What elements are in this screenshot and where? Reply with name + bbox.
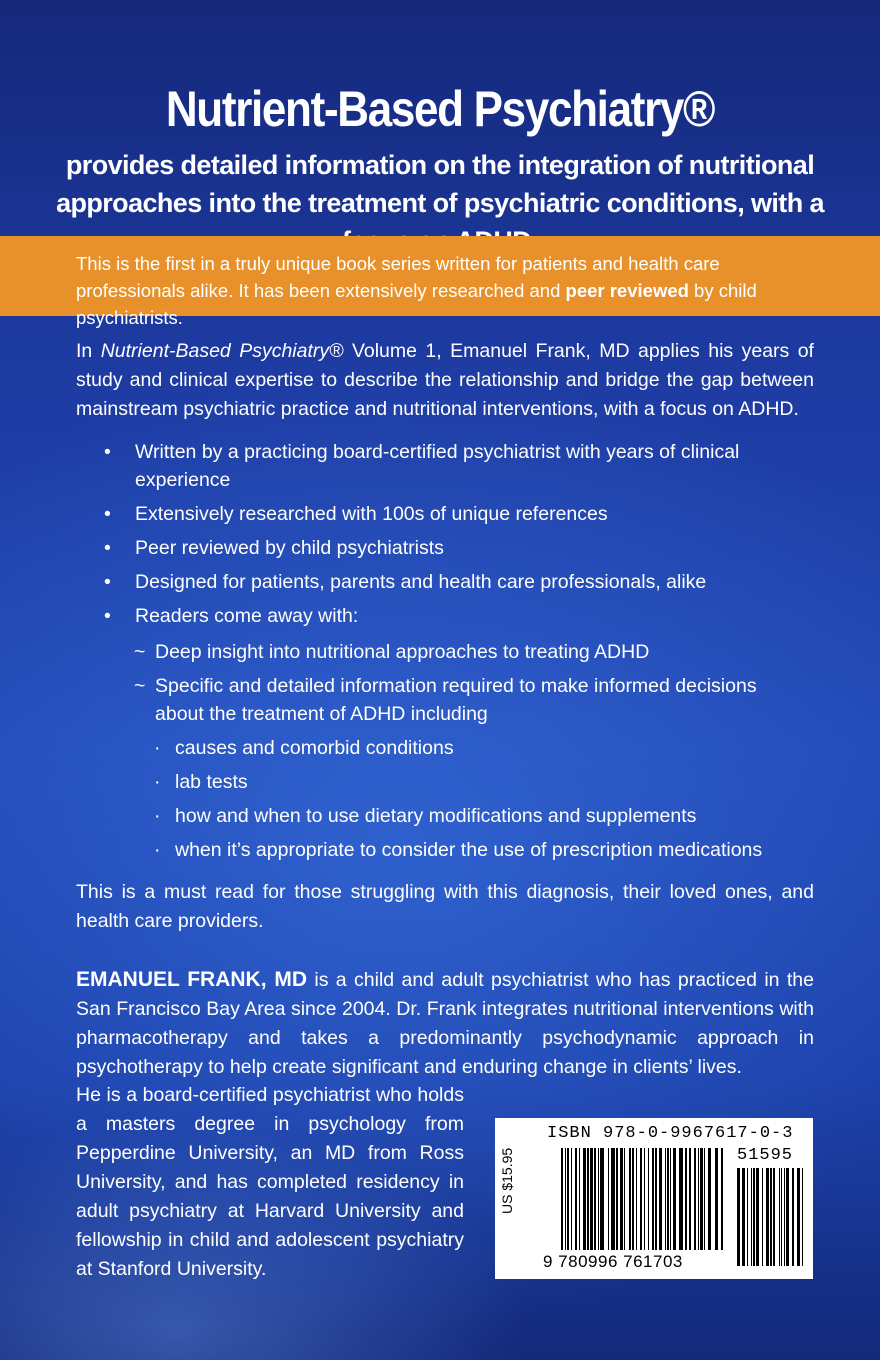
barcode-bar [567, 1148, 569, 1250]
feature-text: Written by a practicing board-certified psychiatrist with years of clinical experience [135, 441, 740, 491]
barcode-bar [600, 1148, 604, 1250]
barcode-bar [708, 1148, 711, 1250]
price-label: US $15.95 [499, 1147, 515, 1214]
detail-item [154, 836, 814, 864]
takeaway-list [134, 638, 794, 734]
barcode-bar [797, 1168, 800, 1266]
intro-prefix: In [76, 340, 101, 362]
bullet-symbol: • [104, 441, 111, 463]
tilde-symbol: ~ [134, 675, 146, 697]
barcode-bar [598, 1148, 599, 1250]
bullet-symbol: • [104, 503, 111, 525]
barcode-bar [747, 1168, 748, 1266]
bullet-symbol: • [104, 605, 111, 627]
barcode-bar [667, 1148, 669, 1250]
barcode-bar [565, 1148, 566, 1250]
feature-text: Designed for patients, parents and health care professionals, alike [135, 571, 707, 593]
feature-item [104, 568, 804, 596]
intro-rest: Volume 1, Emanuel Frank, MD applies his years of study and clinical expertise to describe the relationship and bridge the gap between mainstream psychiatric practice and nutritional interventions, with a focus on ADHD. [76, 340, 814, 420]
middot-symbol: · [154, 839, 161, 861]
middot-symbol: · [154, 737, 161, 759]
detail-text: causes and comorbid conditions [175, 737, 454, 759]
detail-text: how and when to use dietary modifications and supplements [175, 805, 697, 827]
banner-text-before: This is the first in a truly unique book series written for patients and health care professionals alike. It has been extensively researched and [76, 253, 720, 301]
barcode-bar [685, 1148, 687, 1250]
takeaway-text: Deep insight into nutritional approaches to treating ADHD [155, 641, 650, 663]
barcode-bar [756, 1168, 759, 1266]
takeaway-text: Specific and detailed information required to make informed decisions about the treatment of ADHD including [155, 675, 757, 725]
barcode-bar [632, 1148, 634, 1250]
barcode-bar [773, 1168, 775, 1266]
must-read-paragraph: This is a must read for those struggling with this diagnosis, their loved ones, and health care providers. [76, 881, 814, 932]
book-subtitle: provides detailed information on the integration of nutritional approaches into the treatment of psychiatric conditions, with a [56, 150, 824, 218]
barcode-bar [802, 1168, 803, 1266]
barcode-bar [655, 1148, 657, 1250]
detail-list [154, 734, 814, 870]
barcode-bar [620, 1148, 623, 1250]
author-bio [76, 965, 814, 1082]
barcode-bar [742, 1168, 745, 1266]
author-bio-text: is a child and adult psychiatrist who has practiced in the San Francisco Bay Area since 2004. Dr. Frank integrates nutritional interventions with pharmacotherapy and takes a predominantly psychodynamic approach in psychotherapy to help create significant and enduring change in clients’ lives. [76, 969, 814, 1078]
barcode-bar [575, 1148, 577, 1250]
barcode-bar [579, 1148, 580, 1250]
middot-symbol: · [154, 805, 161, 827]
barcode-bar [766, 1168, 769, 1266]
takeaway-item [134, 672, 794, 728]
barcode-bar [770, 1168, 772, 1266]
barcode-bar [587, 1148, 589, 1250]
barcode-bar [694, 1148, 696, 1250]
barcode-bar [571, 1148, 572, 1250]
barcode-bar [644, 1148, 645, 1250]
feature-text: Extensively researched with 100s of unique references [135, 503, 608, 525]
barcode-bar [753, 1168, 755, 1266]
barcode-bar [781, 1168, 782, 1266]
barcode-bar [704, 1148, 705, 1250]
barcode-bar [721, 1148, 723, 1250]
barcode-bar [616, 1148, 618, 1250]
banner-text [76, 250, 826, 331]
takeaway-item [134, 638, 794, 666]
barcode-bar [700, 1148, 703, 1250]
intro-paragraph [76, 337, 814, 424]
feature-item [104, 500, 804, 528]
barcode-bar [652, 1148, 654, 1250]
barcode-bar [611, 1148, 615, 1250]
detail-text: lab tests [175, 771, 248, 793]
barcode-bar [679, 1148, 683, 1250]
barcode-bar [624, 1148, 625, 1250]
barcode-bar [689, 1148, 691, 1250]
barcode-bar [594, 1148, 596, 1250]
barcode-bar [608, 1148, 609, 1250]
barcode-bar [583, 1148, 586, 1250]
feature-item [104, 602, 804, 630]
barcode-bar [737, 1168, 740, 1266]
feature-item [104, 534, 804, 562]
tilde-symbol: ~ [134, 641, 146, 663]
barcode-bar [640, 1148, 642, 1250]
barcode-bar [784, 1168, 785, 1266]
barcode-bar [751, 1168, 752, 1266]
barcode-bar [762, 1168, 763, 1266]
barcode-bar [786, 1168, 789, 1266]
bullet-symbol: • [104, 537, 111, 559]
author-name: EMANUEL FRANK, MD [76, 968, 307, 991]
barcode-bar [792, 1168, 794, 1266]
banner-bold: peer reviewed [565, 280, 689, 301]
barcode-bar [561, 1148, 563, 1250]
bullet-symbol: • [104, 571, 111, 593]
barcode-bar [659, 1148, 662, 1250]
feature-text: Peer reviewed by child psychiatrists [135, 537, 444, 559]
detail-item [154, 734, 814, 762]
barcode-bar [590, 1148, 593, 1250]
author-bio-continued: He is a board-certified psychiatrist who holds a masters degree in psychology from Pepperdine University, an MD from Ross University, and has completed residency in adult psychiatry at Harvard University and fellowship in child and adolescent psychiatry at Stanford University. [76, 1084, 464, 1280]
barcode-bar [673, 1148, 676, 1250]
barcode-bar [670, 1148, 671, 1250]
barcode-bar [665, 1148, 666, 1250]
barcode-bar [636, 1148, 637, 1250]
book-title: Nutrient-Based Psychiatry® [165, 81, 715, 137]
feature-text: Readers come away with: [135, 605, 359, 627]
barcode-bar [715, 1148, 718, 1250]
feature-item [104, 438, 804, 494]
barcode-addon: 51595 [737, 1146, 794, 1165]
isbn-number: ISBN 978-0-9967617-0-3 [547, 1124, 794, 1143]
feature-list [104, 438, 804, 636]
intro-book-title: Nutrient-Based Psychiatry® [100, 340, 344, 362]
banner-text-after: by child psychiatrists. [76, 280, 757, 328]
middot-symbol: · [154, 771, 161, 793]
barcode-bar [779, 1168, 780, 1266]
detail-item [154, 802, 814, 830]
detail-text: when it’s appropriate to consider the use of prescription medications [175, 839, 763, 861]
barcode-box [495, 1118, 813, 1279]
barcode-digits: 9 780996 761703 [543, 1252, 683, 1271]
barcode-bar [648, 1148, 649, 1250]
barcode-bar [698, 1148, 699, 1250]
detail-item [154, 768, 814, 796]
barcode-bar [629, 1148, 631, 1250]
